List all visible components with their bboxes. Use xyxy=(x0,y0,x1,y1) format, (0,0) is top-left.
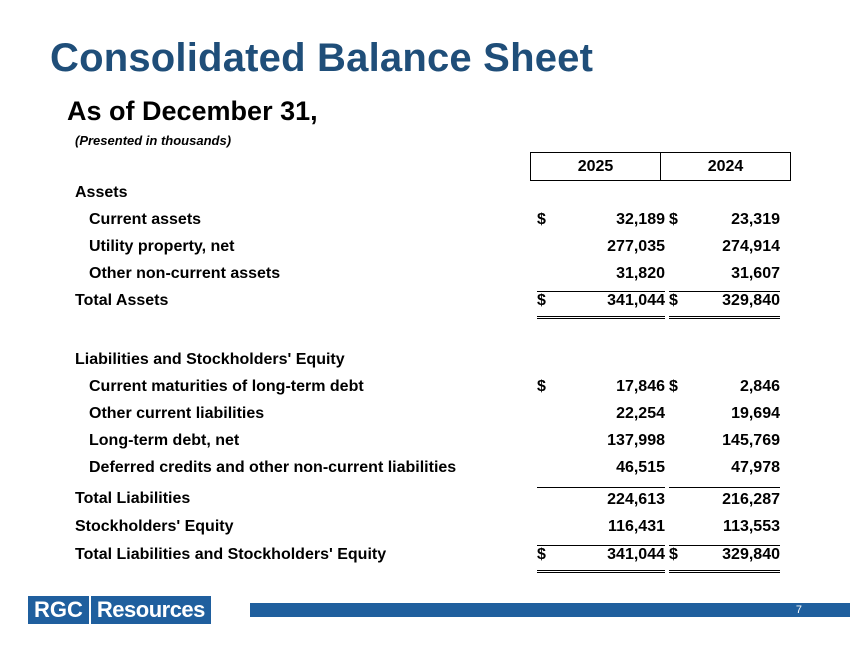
table-row xyxy=(0,518,850,542)
value-2025: 137,998 xyxy=(607,432,665,449)
assets-header-row xyxy=(0,184,850,208)
value-2024: 19,694 xyxy=(731,405,780,422)
table-row xyxy=(0,546,850,570)
year-header xyxy=(530,152,791,181)
table-row xyxy=(0,292,850,316)
value-2025: $ 32,189 xyxy=(537,211,665,228)
value-2024: 145,769 xyxy=(722,432,780,449)
value-2025: $ 17,846 xyxy=(537,378,665,395)
value-2024: 216,287 xyxy=(669,487,780,515)
row-label: Total Liabilities xyxy=(75,490,191,507)
row-label: Current assets xyxy=(89,211,202,228)
value-2024: $ 23,319 xyxy=(669,211,780,228)
value-2025: 277,035 xyxy=(607,238,665,255)
company-logo xyxy=(28,596,211,624)
row-label: Stockholders' Equity xyxy=(75,518,234,535)
value-2024: 113,553 xyxy=(723,518,780,535)
row-label: Other current liabilities xyxy=(89,405,265,422)
presentation-note: (Presented in thousands) xyxy=(75,133,232,148)
liabilities-header: Liabilities and Stockholders' Equity xyxy=(75,351,345,368)
table-row xyxy=(0,211,850,235)
value-2024: 274,914 xyxy=(722,238,780,255)
table-row xyxy=(0,432,850,456)
logo-resources: Resources xyxy=(91,596,211,624)
table-row xyxy=(0,459,850,483)
page-title: Consolidated Balance Sheet xyxy=(50,36,594,80)
row-label: Utility property, net xyxy=(89,238,235,255)
logo-rgc: RGC xyxy=(28,596,89,624)
value-2025: 22,254 xyxy=(616,405,665,422)
row-label: Total Assets xyxy=(75,292,169,309)
subtitle: As of December 31, xyxy=(67,96,318,126)
table-row xyxy=(0,238,850,262)
value-2024: 31,607 xyxy=(731,265,780,282)
liabilities-header-row xyxy=(0,351,850,375)
table-row xyxy=(0,265,850,289)
value-2025: 224,613 xyxy=(537,487,665,515)
value-2024: $ 2,846 xyxy=(669,378,780,395)
value-2025: $ 341,044 xyxy=(537,291,665,319)
value-2025: 116,431 xyxy=(608,518,665,535)
row-label: Total Liabilities and Stockholders' Equity xyxy=(75,546,387,563)
table-row xyxy=(0,405,850,429)
value-2024: $ 329,840 xyxy=(669,291,780,319)
page-number: 7 xyxy=(795,604,802,616)
row-label: Other non-current assets xyxy=(89,265,281,282)
year-2025: 2025 xyxy=(531,153,661,180)
footer-bar xyxy=(250,603,850,617)
row-label: Long-term debt, net xyxy=(89,432,240,449)
year-2024: 2024 xyxy=(707,158,744,175)
value-2024: 47,978 xyxy=(731,459,780,476)
value-2024: $ 329,840 xyxy=(669,545,780,573)
row-label: Deferred credits and other non-current liabilities xyxy=(89,459,457,476)
table-row xyxy=(0,378,850,402)
row-label: Current maturities of long-term debt xyxy=(89,378,364,395)
table-row xyxy=(0,490,850,514)
value-2025: 31,820 xyxy=(616,265,665,282)
assets-header: Assets xyxy=(75,184,128,201)
value-2025: $ 341,044 xyxy=(537,545,665,573)
value-2025: 46,515 xyxy=(616,459,665,476)
